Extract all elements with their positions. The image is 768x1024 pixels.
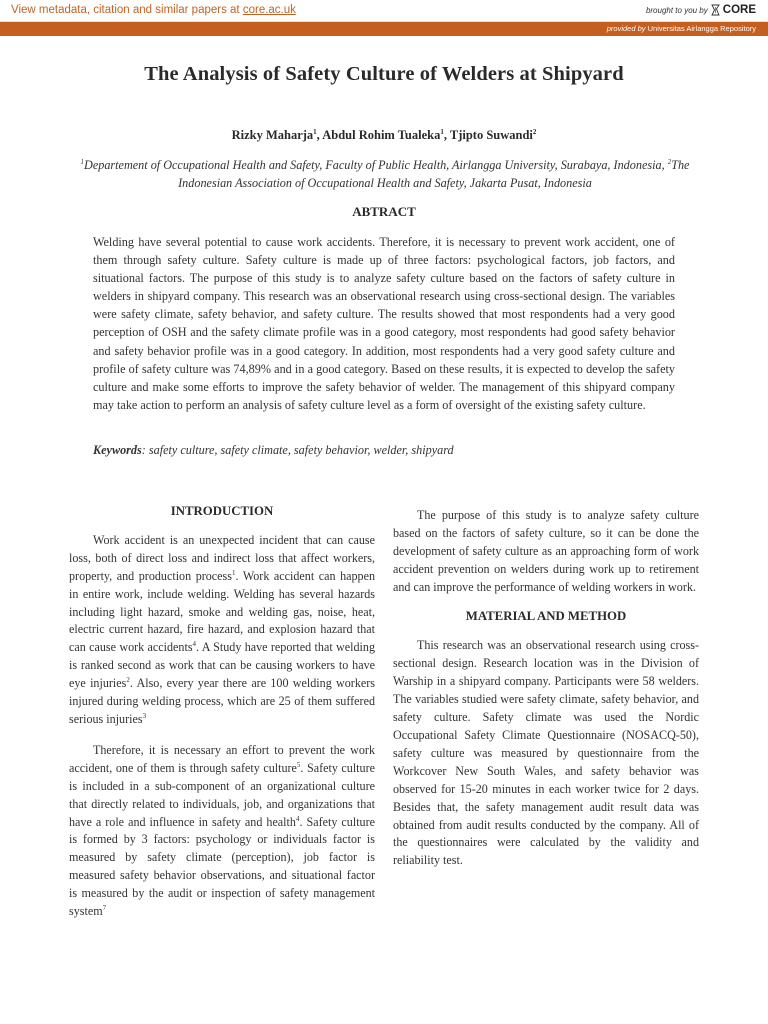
author-list: Rizky Maharja$^1$, Abdul Rohim Tualeka$^1$, Tjipto Suwandi$^2$	[231, 127, 537, 142]
citation-mark: 4	[192, 640, 197, 649]
core-metadata-text: View metadata, citation and similar papers at	[11, 4, 240, 16]
affiliation-1: Departement of Occupational Health and Safety, Faculty of Public Health, Airlangga University, Surabaya, Indonesia,	[84, 158, 665, 172]
provided-by-label: provided by	[606, 24, 646, 33]
core-logo-icon	[711, 4, 720, 16]
introduction-paragraph-3: The purpose of this study is to analyze safety culture based on the factors of safety culture, so it can be done the development of safety culture as an approaching form of work accident prevention on welders during work up to retirement and can improve the performance of welding workers in work.	[393, 508, 699, 594]
paper-title: The Analysis of Safety Culture of Welders at Shipyard	[144, 63, 624, 85]
author-name: Abdul Rohim Tualeka	[322, 128, 441, 142]
text-run: . Safety culture is included in a sub-component of an organizational culture that directly related to individuals, job, and organizations that have a role and influence in safety and health	[69, 760, 375, 829]
methods-paragraph-1: This research was an observational research using cross-sectional design. Research location was in the Division of Warship in a shipyard company. Participants were 58 welders. The variables studied were safety climate, safety behavior, and safety culture. Safety climate was used the Nordic Occupational Safety Climate Questionnaire (NOSACQ-50), safety culture was measured by questionnaire from the Workcover New South Wales, and safety behavior was observed for 15-20 minutes in each worker twice for 2 days. Besides that, the safety management audit result data was obtained from audit results conducted by the company. All of the questionnaires were calculated by the validity and reliability test.	[393, 638, 699, 868]
citation-mark: 1	[231, 568, 236, 577]
author-name: Tjipto Suwandi	[449, 128, 533, 142]
text-run: . Safety culture is formed by 3 factors: psychology or individuals factor is measured by safety climate (perception), job factor is measured safety behavior observations, and situational factor is measured by the audit or inspection of safety management system	[69, 814, 375, 919]
citation-mark: 4	[295, 814, 300, 823]
core-provided-bar	[0, 22, 768, 36]
abstract-text: Welding have several potential to cause work accidents. Therefore, it is necessary to prevent work accident, one of them through safety culture. Safety culture is made up of three factors: psychological factors, job factors, and situational factors. The purpose of this study is to analyze safety culture based on the factors of safety culture in welders in shipyard company. This research was an observational research using cross-sectional design. The variables were safety climate, safety behavior, and safety culture. The results showed that most respondents had a very good perception of OSH and the safety climate profile was in a good category, most respondents had good safety behavior and safety behavior profile was in a good category. In addition, most respondents had a very good safety culture and profile of safety culture was 74,89% and in a good category. Based on these results, it is expected to develop the safety culture and make some efforts to improve the safety behavior of welder. The management of this shipyard company may take action to perform an analysis of safety culture level as a form of oversight of the existing safety culture.	[93, 235, 675, 412]
affiliations	[80, 156, 690, 192]
core-logo-text: CORE	[722, 4, 756, 16]
core-banner	[0, 0, 768, 22]
introduction-paragraph-1	[69, 532, 375, 729]
core-brought-to-you[interactable]	[646, 4, 756, 16]
right-column	[393, 507, 699, 870]
text-run: Work accident is an unexpected incident that can cause loss, both of direct loss and indirect loss that affect workers, property, and production process	[69, 532, 375, 583]
text-run: Therefore, it is necessary an effort to prevent the work accident, one of them is through safety culture	[69, 742, 375, 775]
affiliation-mark: 1	[80, 157, 85, 166]
left-column	[69, 503, 375, 921]
core-provided-by[interactable]	[607, 24, 756, 33]
affiliation-2: The Indonesian Association of Occupational Health and Safety, Jakarta Pusat, Indonesia	[178, 158, 690, 190]
keywords-label: Keywords	[93, 443, 142, 457]
introduction-paragraph-2	[69, 742, 375, 921]
text-run: . A Study have reported that welding is ranked second as work that can be causing workers to have eye injuries	[69, 640, 375, 691]
citation-mark: 5	[296, 760, 301, 769]
citation-mark: 7	[102, 904, 107, 912]
text-run: . Also, every year there are 100 welding workers injured during welding process, which are 25 of them suffered serious injuries	[69, 676, 375, 726]
author-name: Rizky Maharja	[231, 128, 314, 142]
author-affiliation-mark: 1	[440, 127, 444, 136]
keywords-line	[93, 443, 675, 458]
introduction-heading: INTRODUCTION	[170, 504, 274, 518]
author-affiliation-mark: 2	[532, 127, 537, 136]
core-ac-uk-link[interactable]: core.ac.uk	[242, 4, 296, 16]
keywords-values: : safety culture, safety climate, safety behavior, welder, shipyard	[141, 443, 454, 457]
citation-mark: 2	[126, 676, 130, 685]
text-run: . Work accident can happen in entire work, include welding. Welding has several hazards including light hazard, smoke and welding gas, noise, heat, electric current hazard, fire hazard, and explosion hazard that can cause work accidents	[69, 568, 375, 655]
author-affiliation-mark: 1	[313, 127, 317, 136]
core-metadata-line	[11, 4, 296, 16]
brought-to-you-text: brought to you by	[645, 5, 708, 15]
repository-name: Universitas Airlangga Repository	[647, 24, 756, 33]
citation-mark: 3	[142, 711, 147, 720]
abstract-heading: ABTRACT	[352, 204, 416, 219]
methods-heading: MATERIAL AND METHOD	[465, 608, 627, 623]
affiliation-mark: 2	[667, 157, 672, 166]
